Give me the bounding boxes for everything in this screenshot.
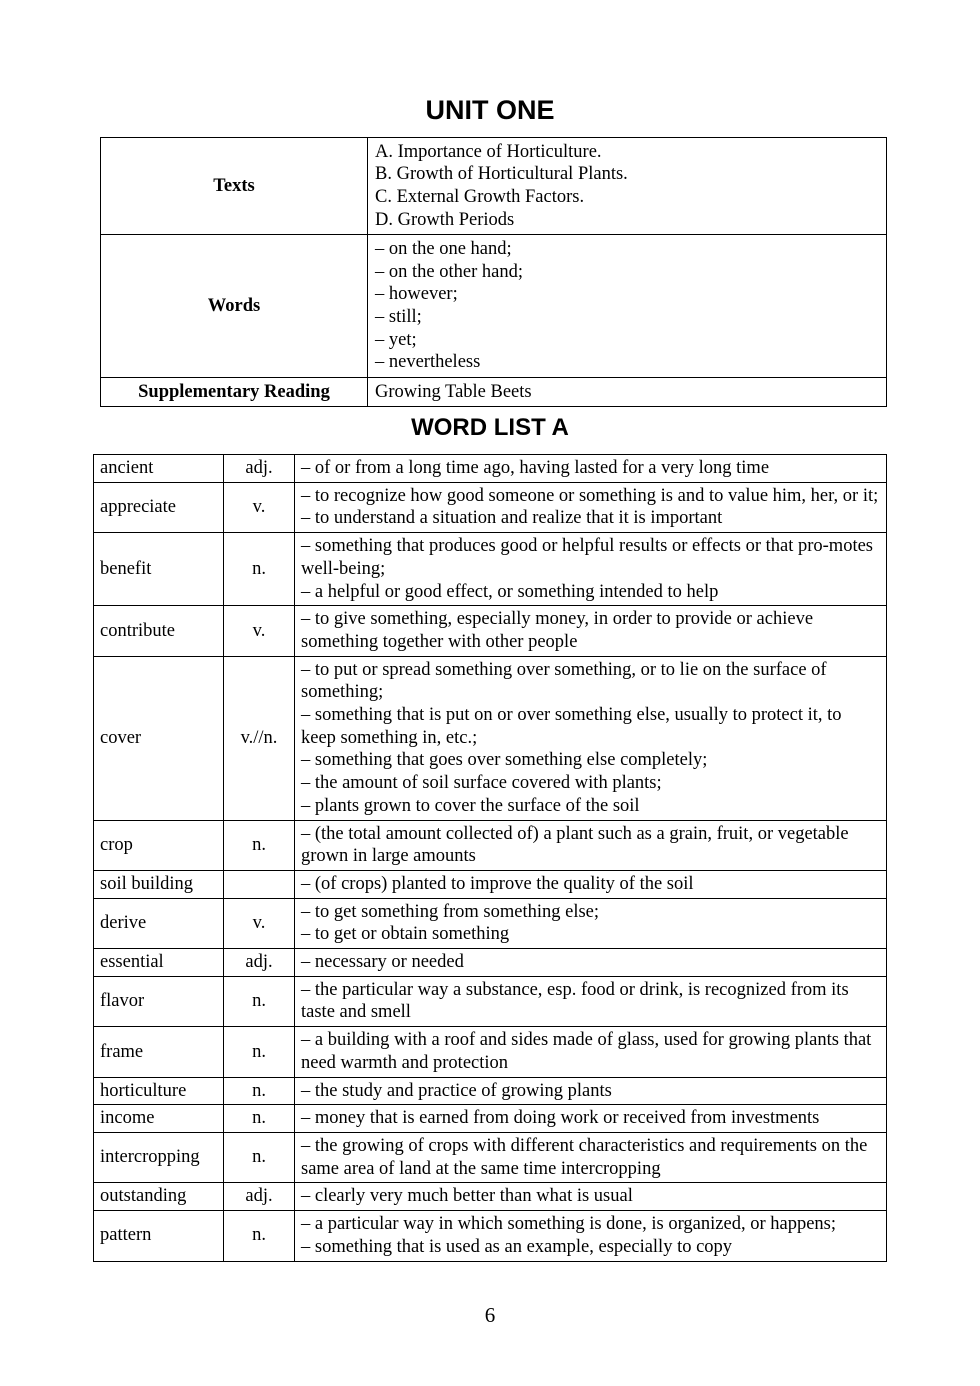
word-cell: income: [94, 1105, 224, 1133]
word-cell: soil building: [94, 870, 224, 898]
words-label: Words: [101, 235, 368, 378]
part-of-speech-cell: [224, 870, 295, 898]
definition-line: – to get something from something else;: [301, 901, 600, 922]
part-of-speech-cell: adj.: [224, 949, 295, 977]
definition-cell: [295, 1211, 887, 1261]
word-cell: frame: [94, 1027, 224, 1077]
word-row: [94, 1105, 887, 1133]
definition-cell: [295, 976, 887, 1026]
words-list: [368, 235, 887, 378]
definition-cell: [295, 1132, 887, 1182]
part-of-speech-cell: v.: [224, 606, 295, 656]
definition-line: – something that goes over something else completely;: [301, 750, 708, 771]
part-of-speech-cell: n.: [224, 1211, 295, 1261]
word-item: – on the other hand;: [375, 261, 523, 282]
definition-cell: [295, 1105, 887, 1133]
definition-line: – (of crops) planted to improve the quality of the soil: [301, 873, 694, 894]
word-item: – yet;: [375, 329, 417, 350]
definition-line: – a particular way in which something is done, is organized, or happens;: [301, 1214, 837, 1235]
definition-line: – clearly very much better than what is usual: [301, 1186, 633, 1207]
definition-line: – something that produces good or helpful results or effects or that pro-motes well-being;: [301, 536, 874, 579]
word-item: – however;: [375, 284, 458, 305]
word-cell: appreciate: [94, 482, 224, 532]
part-of-speech-cell: adj.: [224, 455, 295, 483]
text-item: B. Growth of Horticultural Plants.: [375, 164, 628, 185]
word-row: [94, 1183, 887, 1211]
word-item: – on the one hand;: [375, 238, 512, 259]
definition-line: – the amount of soil surface covered with plants;: [301, 773, 662, 794]
text-item: C. External Growth Factors.: [375, 187, 585, 207]
part-of-speech-cell: adj.: [224, 1183, 295, 1211]
definition-line: – plants grown to cover the surface of the soil: [301, 795, 640, 816]
definition-cell: [295, 482, 887, 532]
page-number: 6: [484, 1303, 496, 1327]
word-row: [94, 1027, 887, 1077]
word-row: [94, 533, 887, 606]
overview-row-words: [101, 235, 887, 378]
word-list-title: WORD LIST A: [411, 414, 569, 441]
word-row: [94, 1132, 887, 1182]
word-cell: intercropping: [94, 1132, 224, 1182]
definition-line: – a helpful or good effect, or something intended to help: [301, 581, 719, 602]
definition-cell: [295, 870, 887, 898]
part-of-speech-cell: n.: [224, 1132, 295, 1182]
word-cell: crop: [94, 820, 224, 870]
definition-line: – to give something, especially money, in order to provide or achieve something together with other people: [301, 609, 814, 652]
word-row: [94, 656, 887, 820]
definition-line: – the particular way a substance, esp. food or drink, is recognized from its taste and smell: [301, 979, 849, 1023]
part-of-speech-cell: n.: [224, 820, 295, 870]
word-row: [94, 455, 887, 483]
word-list-body: [94, 455, 887, 1262]
word-cell: benefit: [94, 533, 224, 606]
word-cell: pattern: [94, 1211, 224, 1261]
definition-line: – to get or obtain something: [301, 924, 510, 945]
word-row: [94, 1211, 887, 1261]
word-cell: outstanding: [94, 1183, 224, 1211]
definition-cell: [295, 455, 887, 483]
word-list-table: [93, 454, 887, 1262]
definition-cell: [295, 1027, 887, 1077]
definition-cell: [295, 656, 887, 820]
definition-line: – the study and practice of growing plants: [301, 1080, 612, 1101]
definition-line: – something that is used as an example, especially to copy: [301, 1236, 733, 1257]
word-row: [94, 949, 887, 977]
word-cell: derive: [94, 898, 224, 948]
word-row: [94, 1077, 887, 1105]
part-of-speech-cell: n.: [224, 1027, 295, 1077]
word-row: [94, 820, 887, 870]
word-row: [94, 976, 887, 1026]
overview-row-texts: [101, 138, 887, 235]
word-row: [94, 606, 887, 656]
text-item: D. Growth Periods: [375, 209, 515, 230]
definition-cell: [295, 1077, 887, 1105]
definition-line: – something that is put on or over something else, usually to protect it, to keep something in, etc.;: [301, 705, 842, 748]
word-row: [94, 482, 887, 532]
texts-list: [368, 138, 887, 235]
definition-line: – (the total amount collected of) a plant such as a grain, fruit, or vegetable grown in large amounts: [301, 823, 849, 867]
supplementary-label: Supplementary Reading: [101, 378, 368, 407]
word-cell: cover: [94, 656, 224, 820]
texts-label: Texts: [101, 138, 368, 235]
part-of-speech-cell: v.: [224, 482, 295, 532]
definition-cell: [295, 1183, 887, 1211]
word-cell: horticulture: [94, 1077, 224, 1105]
definition-line: – a building with a roof and sides made of glass, used for growing plants that need warmth and protection: [301, 1030, 872, 1073]
definition-line: – money that is earned from doing work or received from investments: [301, 1108, 820, 1129]
definition-line: – necessary or needed: [301, 952, 464, 973]
definition-cell: [295, 533, 887, 606]
unit-title: UNIT ONE: [425, 95, 555, 125]
definition-cell: [295, 606, 887, 656]
definition-cell: [295, 898, 887, 948]
word-cell: flavor: [94, 976, 224, 1026]
part-of-speech-cell: n.: [224, 1077, 295, 1105]
definition-cell: [295, 820, 887, 870]
definition-cell: [295, 949, 887, 977]
definition-line: – to put or spread something over something, or to lie on the surface of something;: [301, 659, 827, 703]
word-cell: essential: [94, 949, 224, 977]
definition-line: – to recognize how good someone or something is and to value him, her, or it;: [301, 485, 879, 506]
word-row: [94, 870, 887, 898]
overview-row-supplementary: [101, 378, 887, 407]
word-cell: contribute: [94, 606, 224, 656]
word-row: [94, 898, 887, 948]
supplementary-value: Growing Table Beets: [368, 378, 887, 407]
part-of-speech-cell: n.: [224, 1105, 295, 1133]
part-of-speech-cell: n.: [224, 533, 295, 606]
part-of-speech-cell: v.//n.: [224, 656, 295, 820]
word-cell: ancient: [94, 455, 224, 483]
definition-line: – of or from a long time ago, having lasted for a very long time: [301, 458, 770, 478]
definition-line: – to understand a situation and realize that it is important: [301, 508, 723, 529]
text-item: A. Importance of Horticulture.: [375, 141, 602, 162]
part-of-speech-cell: v.: [224, 898, 295, 948]
word-item: – still;: [375, 307, 422, 327]
definition-line: – the growing of crops with different characteristics and requirements on the same area of land at the same time intercropping: [301, 1135, 868, 1179]
part-of-speech-cell: n.: [224, 976, 295, 1026]
word-item: – nevertheless: [375, 352, 481, 373]
unit-overview-table: [100, 137, 887, 407]
